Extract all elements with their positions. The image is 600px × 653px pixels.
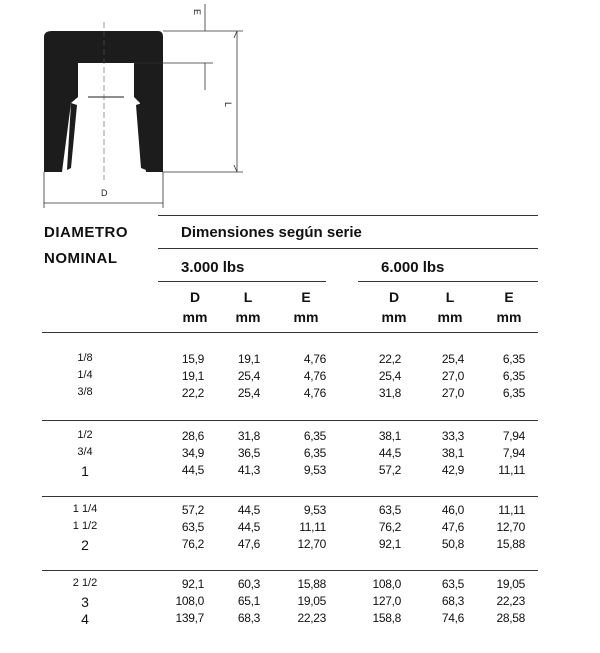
nominal-diameter: 1/2 <box>77 429 93 441</box>
table-cell: 25,4 <box>441 352 464 366</box>
table-cell: 4,76 <box>303 369 326 383</box>
table-cell: 33,3 <box>441 429 464 443</box>
table-cell: 63,5 <box>378 503 401 517</box>
table-cell: 46,0 <box>441 503 464 517</box>
table-cell: 31,8 <box>378 386 401 400</box>
column-header-d-3000: D <box>189 289 201 305</box>
series-6000: 6.000 lbs <box>381 259 445 276</box>
table-cell: 4,76 <box>303 386 326 400</box>
table-cell: 4,76 <box>303 352 326 366</box>
table-cell: 19,05 <box>297 594 326 608</box>
column-unit: mm <box>437 309 463 325</box>
table-cell: 76,2 <box>181 537 204 551</box>
table-cell: 34,9 <box>181 446 204 460</box>
nominal-diameter: 2 <box>81 537 89 553</box>
nominal-diameter: 1/8 <box>77 352 93 364</box>
table-cell: 63,5 <box>441 577 464 591</box>
header-nominal: NOMINAL <box>44 250 118 267</box>
table-cell: 27,0 <box>441 386 464 400</box>
column-unit: mm <box>381 309 407 325</box>
table-cell: 139,7 <box>175 611 204 625</box>
nominal-diameter: 1 <box>81 463 89 479</box>
nominal-diameter: 1 1/2 <box>72 520 98 532</box>
table-cell: 65,1 <box>237 594 260 608</box>
rule-title <box>158 248 538 249</box>
table-cell: 92,1 <box>378 537 401 551</box>
table-cell: 63,5 <box>181 520 204 534</box>
table-cell: 38,1 <box>441 446 464 460</box>
rule-group-3 <box>42 570 538 571</box>
column-header-e-3000: E <box>301 289 311 305</box>
series-3000: 3.000 lbs <box>181 259 245 276</box>
table-cell: 44,5 <box>237 520 260 534</box>
table-cell: 7,94 <box>502 429 525 443</box>
table-cell: 25,4 <box>237 369 260 383</box>
table-cell: 22,23 <box>496 594 525 608</box>
table-cell: 9,53 <box>303 503 326 517</box>
nominal-diameter: 4 <box>81 611 89 627</box>
rule-group-1 <box>42 420 538 421</box>
table-cell: 25,4 <box>237 386 260 400</box>
table-cell: 28,6 <box>181 429 204 443</box>
table-cell: 6,35 <box>502 352 525 366</box>
table-cell: 19,05 <box>496 577 525 591</box>
table-cell: 158,8 <box>372 611 401 625</box>
column-unit: mm <box>235 309 261 325</box>
rule-group-2 <box>42 496 538 497</box>
table-cell: 38,1 <box>378 429 401 443</box>
table-cell: 22,23 <box>297 611 326 625</box>
table-cell: 60,3 <box>237 577 260 591</box>
column-unit: mm <box>293 309 319 325</box>
nominal-diameter: 1 1/4 <box>72 503 98 515</box>
column-header-l-6000: L <box>445 289 455 305</box>
table-cell: 22,2 <box>378 352 401 366</box>
table-cell: 12,70 <box>297 537 326 551</box>
table-cell: 22,2 <box>181 386 204 400</box>
table-cell: 27,0 <box>441 369 464 383</box>
table-cell: 92,1 <box>181 577 204 591</box>
nominal-diameter: 3/4 <box>77 446 93 458</box>
table-cell: 108,0 <box>372 577 401 591</box>
header-diametro: DIAMETRO <box>44 224 128 241</box>
table-cell: 68,3 <box>237 611 260 625</box>
dim-label-e: E <box>192 9 202 16</box>
table-cell: 57,2 <box>378 463 401 477</box>
table-cell: 57,2 <box>181 503 204 517</box>
table-cell: 47,6 <box>441 520 464 534</box>
rule-series-right <box>358 281 538 282</box>
table-cell: 11,11 <box>498 463 525 477</box>
table-cell: 19,1 <box>181 369 204 383</box>
table-cell: 41,3 <box>237 463 260 477</box>
dim-label-d: D <box>101 188 108 198</box>
table-cell: 44,5 <box>237 503 260 517</box>
table-cell: 44,5 <box>181 463 204 477</box>
dim-label-l: L <box>223 102 233 108</box>
table-cell: 127,0 <box>372 594 401 608</box>
table-cell: 6,35 <box>303 429 326 443</box>
table-cell: 44,5 <box>378 446 401 460</box>
table-cell: 15,88 <box>297 577 326 591</box>
rule-top <box>158 215 538 216</box>
table-cell: 28,58 <box>496 611 525 625</box>
nominal-diameter: 3/8 <box>77 386 93 398</box>
rule-series-left <box>158 281 326 282</box>
table-cell: 74,6 <box>441 611 464 625</box>
table-cell: 15,88 <box>496 537 525 551</box>
column-unit: mm <box>496 309 522 325</box>
nominal-diameter: 1/4 <box>77 369 93 381</box>
table-cell: 11,11 <box>498 503 525 517</box>
column-header-l-3000: L <box>243 289 253 305</box>
table-cell: 7,94 <box>502 446 525 460</box>
table-cell: 12,70 <box>496 520 525 534</box>
header-title: Dimensiones según serie <box>181 224 362 241</box>
table-cell: 31,8 <box>237 429 260 443</box>
table-cell: 6,35 <box>502 369 525 383</box>
rule-header-bottom <box>42 332 538 333</box>
table-cell: 108,0 <box>175 594 204 608</box>
table-cell: 36,5 <box>237 446 260 460</box>
nominal-diameter: 2 1/2 <box>72 577 98 589</box>
table-cell: 11,11 <box>299 520 326 534</box>
table-cell: 47,6 <box>237 537 260 551</box>
table-cell: 25,4 <box>378 369 401 383</box>
table-cell: 19,1 <box>237 352 260 366</box>
coupling-cross-section-drawing <box>0 0 600 215</box>
table-cell: 68,3 <box>441 594 464 608</box>
column-header-d-6000: D <box>388 289 400 305</box>
column-unit: mm <box>182 309 208 325</box>
table-cell: 9,53 <box>303 463 326 477</box>
table-cell: 42,9 <box>441 463 464 477</box>
table-cell: 50,8 <box>441 537 464 551</box>
nominal-diameter: 3 <box>81 594 89 610</box>
table-cell: 15,9 <box>181 352 204 366</box>
table-cell: 76,2 <box>378 520 401 534</box>
column-header-e-6000: E <box>504 289 514 305</box>
table-cell: 6,35 <box>303 446 326 460</box>
table-cell: 6,35 <box>502 386 525 400</box>
